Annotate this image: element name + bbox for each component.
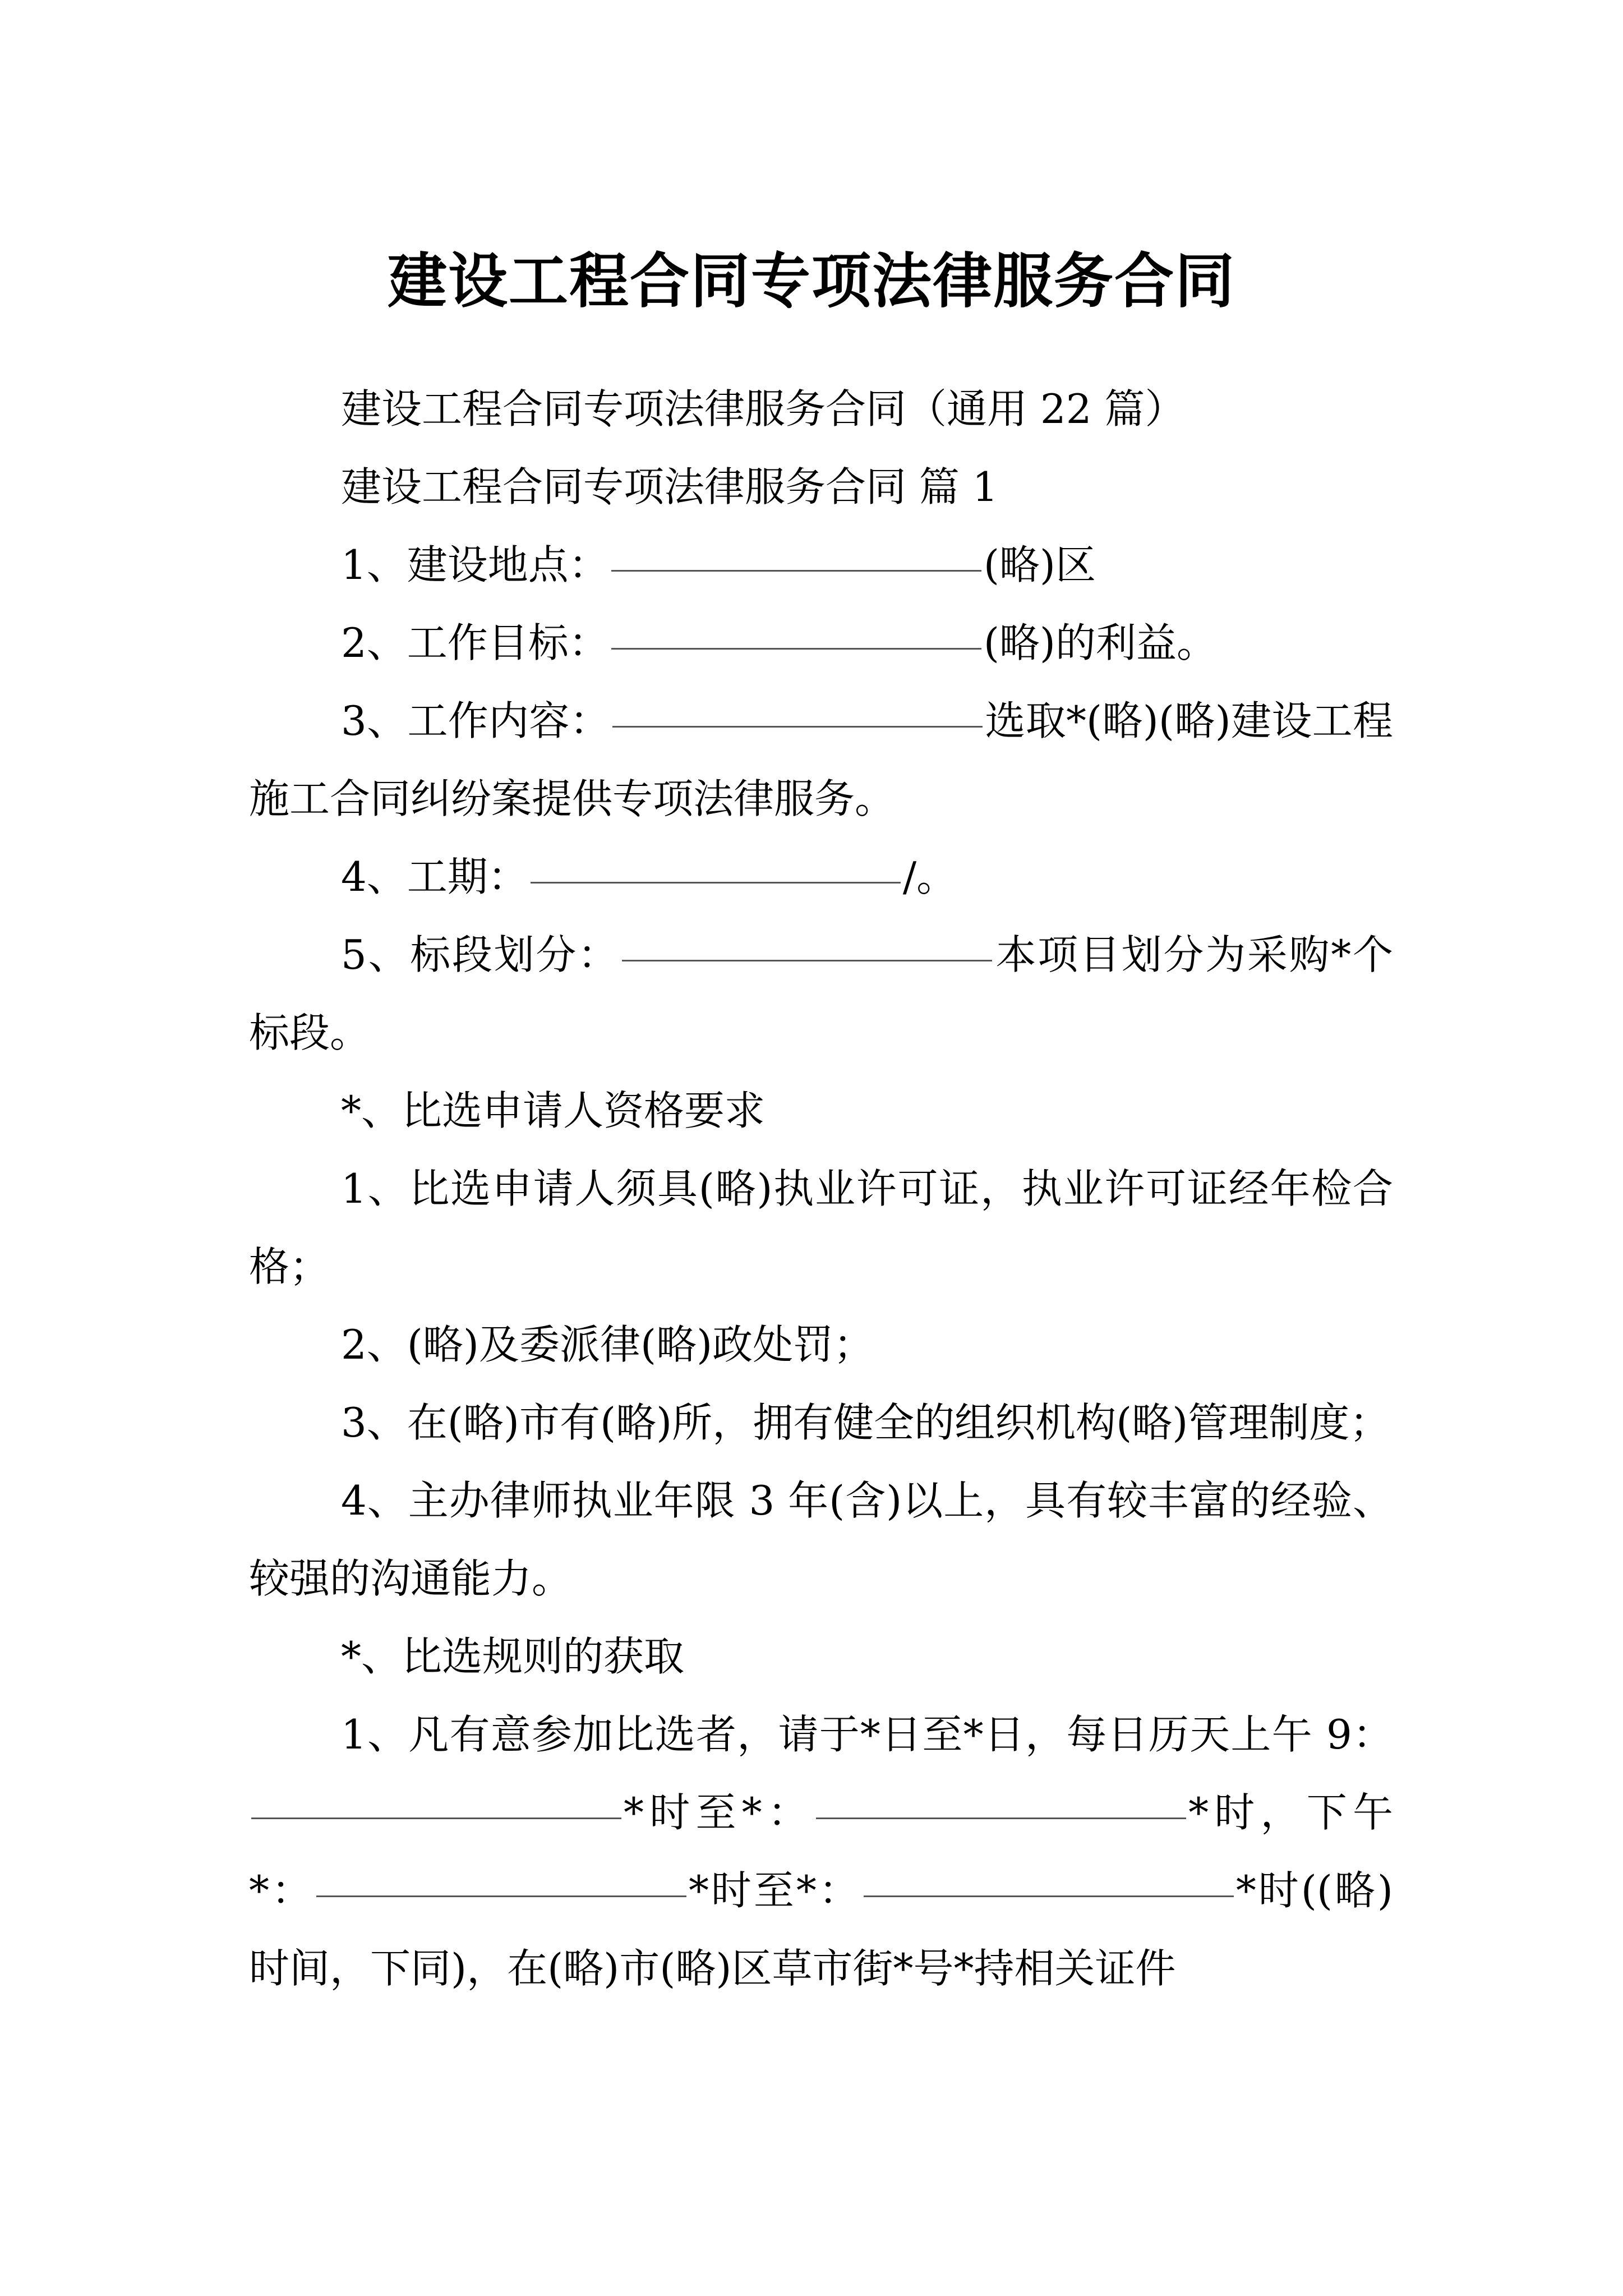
paragraph-text: /。 — [902, 853, 957, 900]
paragraph — [249, 1696, 1393, 2008]
paragraph-text: 1、比选申请人须具(略)执业许可证，执业许可证经年检合格； — [249, 1165, 1393, 1290]
paragraph-text: 3、工作内容： — [341, 697, 611, 744]
fill-in-blank-line — [316, 1895, 686, 1897]
paragraph-text: 4、主办律师执业年限 3 年(含)以上，具有较丰富的经验、较强的沟通能力。 — [249, 1477, 1393, 1602]
paragraph-text: *时至*： — [688, 1867, 861, 1914]
paragraph-text: 建设工程合同专项法律服务合同 篇 1 — [341, 463, 998, 510]
fill-in-blank-line — [611, 647, 981, 650]
paragraph-text: (略)的利益。 — [983, 619, 1217, 666]
paragraph — [249, 1462, 1393, 1618]
paragraph — [249, 448, 1393, 526]
paragraph-text: *、比选规则的获取 — [341, 1633, 685, 1680]
paragraph-text: 3、在(略)市有(略)所，拥有健全的组织机构(略)管理制度； — [341, 1399, 1390, 1446]
paragraph — [249, 526, 1393, 604]
paragraph — [249, 838, 1393, 916]
paragraph-text: 2、工作目标： — [341, 619, 609, 666]
paragraph — [249, 1384, 1393, 1462]
paragraph — [249, 682, 1393, 838]
paragraph-text: *、比选申请人资格要求 — [341, 1087, 766, 1134]
fill-in-blank-line — [611, 569, 981, 572]
fill-in-blank-line — [816, 1817, 1186, 1819]
paragraph-text: 2、(略)及委派律(略)政处罚； — [341, 1321, 874, 1368]
paragraph-text: 建设工程合同专项法律服务合同（通用 22 篇） — [341, 385, 1186, 432]
paragraph-text: *时至*： — [624, 1789, 814, 1836]
fill-in-blank-line — [864, 1895, 1234, 1897]
document-title: 建设工程合同专项法律服务合同 — [388, 246, 1235, 316]
paragraph — [249, 1306, 1393, 1384]
paragraph — [249, 604, 1393, 682]
fill-in-blank-line — [622, 959, 992, 961]
fill-in-blank-line — [251, 1817, 621, 1819]
paragraph-text: (略)区 — [983, 541, 1096, 588]
fill-in-blank-line — [612, 725, 983, 728]
paragraph — [249, 916, 1393, 1072]
paragraph — [249, 1618, 1393, 1696]
paragraph — [249, 370, 1393, 448]
paragraph-text: *时((略)时间，下同)，在(略)市(略)区草市街*号*持相关证件 — [249, 1867, 1393, 1992]
paragraph-text: 1、凡有意参加比选者，请于*日至*日，每日历天上午 9： — [341, 1711, 1393, 1758]
paragraph-text: *时，下午*： — [249, 1789, 1393, 1914]
fill-in-blank-line — [531, 881, 901, 884]
paragraph-text: 选取*(略)(略)建设工程施工合同纠纷案提供专项法律服务。 — [249, 697, 1393, 822]
paragraph — [249, 1150, 1393, 1306]
paragraph-text: 1、建设地点： — [341, 541, 609, 588]
paragraph-text: 5、标段划分： — [341, 931, 620, 978]
document-body — [249, 370, 1393, 2008]
paragraph — [249, 1072, 1393, 1150]
paragraph-text: 4、工期： — [341, 853, 528, 900]
paragraph-text: 本项目划分为采购*个标段。 — [249, 931, 1393, 1056]
